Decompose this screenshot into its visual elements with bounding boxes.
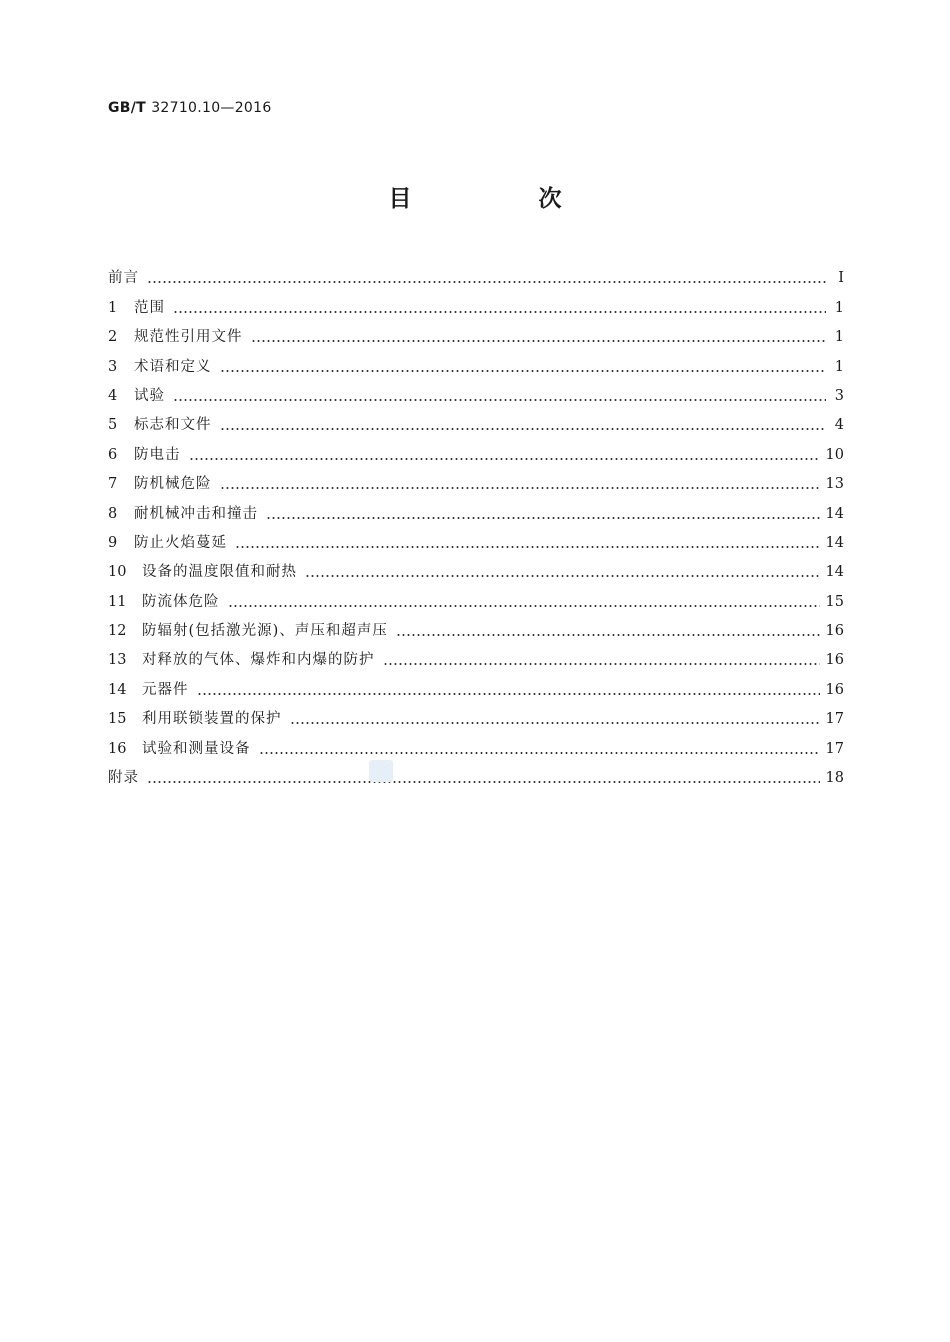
toc-entry-label: 防机械危险 [134, 476, 212, 493]
toc-entry-label: 标志和文件 [134, 417, 212, 434]
dot-leader [396, 634, 820, 636]
toc-entry[interactable] [108, 670, 844, 699]
toc-entry-page: 15 [825, 593, 844, 610]
toc-entry-page: 13 [825, 476, 844, 493]
toc-entry-label: 范围 [134, 299, 165, 316]
dot-leader [173, 399, 826, 401]
toc-entry-label: 耐机械冲击和撞击 [134, 505, 258, 522]
toc-entry-number: 4 [108, 387, 118, 404]
toc-entry-page: 14 [825, 534, 844, 551]
toc-entry-page: 3 [834, 387, 844, 404]
dot-leader [228, 605, 820, 607]
standard-code [108, 100, 272, 116]
dot-leader [189, 458, 820, 460]
toc-entry[interactable] [108, 377, 844, 406]
dot-leader [173, 311, 826, 313]
toc-entry-page: 4 [834, 417, 844, 434]
toc-entry-number: 14 [108, 681, 127, 698]
toc-entry-page: 16 [825, 681, 844, 698]
toc-entry[interactable] [108, 582, 844, 611]
toc-title: 目 次 [388, 186, 614, 212]
dot-leader [266, 517, 820, 519]
toc-entry-label: 防止火焰蔓延 [134, 534, 227, 551]
toc-entry-page: 14 [825, 505, 844, 522]
dot-leader [220, 428, 827, 430]
toc-entry-number: 16 [108, 740, 127, 757]
toc-entry-page: 16 [825, 652, 844, 669]
dot-leader [197, 693, 820, 695]
standard-number: 32710.10—2016 [151, 100, 272, 116]
toc-entry-label: 防流体危险 [142, 593, 220, 610]
dot-leader [220, 370, 827, 372]
watermark-mark [369, 760, 393, 782]
toc-entry-number: 8 [108, 505, 118, 522]
dot-leader [220, 487, 820, 489]
toc-entry-page: 17 [825, 740, 844, 757]
toc-entry-number: 13 [108, 652, 127, 669]
toc-entry-number: 12 [108, 623, 127, 640]
toc-entry-number: 11 [108, 593, 127, 610]
toc-entry[interactable] [108, 700, 844, 729]
toc-entry-label: 附录 [108, 770, 139, 787]
toc-entry[interactable] [108, 612, 844, 641]
toc-entry[interactable] [108, 406, 844, 435]
standard-prefix: GB/T [108, 100, 147, 116]
toc-entry-label: 试验 [134, 387, 165, 404]
dot-leader [290, 722, 820, 724]
toc-entry[interactable] [108, 524, 844, 553]
toc-entry[interactable] [108, 435, 844, 464]
toc-entry[interactable] [108, 641, 844, 670]
dot-leader [235, 546, 820, 548]
toc-entry[interactable] [108, 465, 844, 494]
toc-entry[interactable] [108, 494, 844, 523]
toc-entry-label: 利用联锁装置的保护 [142, 711, 282, 728]
toc-entry-number: 7 [108, 476, 118, 493]
toc-entry-page: 16 [825, 623, 844, 640]
dot-leader [259, 752, 820, 754]
toc-entry-label: 前言 [108, 270, 139, 287]
toc-entry-number: 9 [108, 534, 118, 551]
toc-entry[interactable] [108, 288, 844, 317]
toc-entry-label: 元器件 [142, 681, 189, 698]
toc-entry-page: 14 [825, 564, 844, 581]
toc-entry[interactable] [108, 729, 844, 758]
table-of-contents [108, 259, 844, 788]
toc-entry-page: Ⅰ [838, 270, 844, 287]
toc-entry-number: 3 [108, 358, 118, 375]
toc-entry[interactable] [108, 553, 844, 582]
toc-entry-label: 对释放的气体、爆炸和内爆的防护 [142, 652, 375, 669]
toc-entry-number: 6 [108, 446, 118, 463]
dot-leader [305, 575, 820, 577]
toc-entry-label: 试验和测量设备 [142, 740, 251, 757]
toc-entry-label: 防辐射(包括激光源)、声压和超声压 [142, 623, 388, 640]
dot-leader [147, 281, 826, 283]
toc-entry[interactable] [108, 759, 844, 788]
toc-entry-label: 设备的温度限值和耐热 [142, 564, 297, 581]
toc-entry-number: 2 [108, 329, 118, 346]
toc-entry-label: 术语和定义 [134, 358, 212, 375]
toc-entry[interactable] [108, 318, 844, 347]
toc-entry-page: 1 [834, 299, 844, 316]
toc-entry-page: 10 [825, 446, 844, 463]
toc-entry-label: 规范性引用文件 [134, 329, 243, 346]
dot-leader [251, 340, 827, 342]
dot-leader [383, 663, 820, 665]
toc-entry[interactable] [108, 347, 844, 376]
toc-entry-number: 15 [108, 711, 127, 728]
toc-entry-page: 18 [825, 770, 844, 787]
toc-entry-page: 17 [825, 711, 844, 728]
toc-entry-page: 1 [834, 358, 844, 375]
toc-entry-number: 10 [108, 564, 127, 581]
toc-entry-label: 防电击 [134, 446, 181, 463]
dot-leader [147, 781, 820, 783]
toc-entry-number: 5 [108, 417, 118, 434]
toc-entry[interactable] [108, 259, 844, 288]
toc-entry-number: 1 [108, 299, 118, 316]
toc-entry-page: 1 [834, 329, 844, 346]
